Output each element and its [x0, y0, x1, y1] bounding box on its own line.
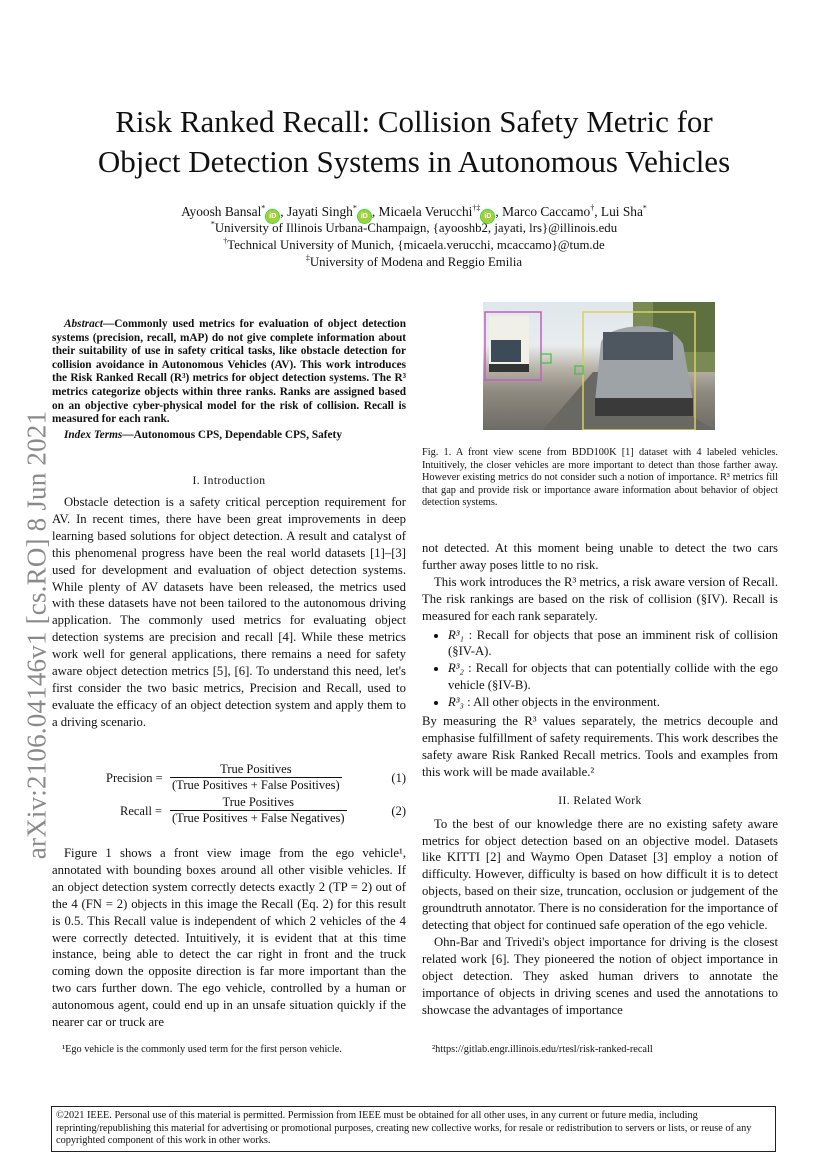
figure-road-scene	[483, 302, 715, 430]
author-name: Marco Caccamo	[502, 204, 591, 219]
author-list: Ayoosh Bansal*iD , Jayati Singh*iD , Micaela Verucchi†‡iD , Marco Caccamo†, Lui Sha*	[60, 203, 768, 223]
right-paragraph-2: This work introduces the R³ metrics, a risk aware version of Recall. The risk rankings are based on the risk of collision (§IV). Recall is measured for each rank separately.	[422, 574, 778, 623]
abstract-text: —Commonly used metrics for evaluation of object detection systems (precision, recall, mAP) do not give complete information about their suitability of use in safety critical tasks, like obstacle detection for collision avoidance in Autonomous Vehicles (AV). This work introduces the Risk Ranked Recall (R³) metrics for object detection systems. The R³ metrics categorize objects within three ranks. Ranks are assigned based on an objective cyber-physical model for the risk of collision. Recall is measured for each rank.	[52, 318, 406, 426]
section-heading-related-work: II. Related Work	[558, 793, 642, 807]
equation-recall: Recall = True Positives (True Positives + False Negatives) (2)	[120, 795, 406, 825]
intro-paragraph-1: Obstacle detection is a safety critical perception requirement for AV. In recent times, there have been great improvements in deep learning based solutions for object detection. A result and catalyst of this phenomenal progress have been the real world datasets [1]–[3] used for development and evaluation of object detection systems. While plenty of AV datasets have been released, the metrics used with these datasets have not been tailored to the autonomous driving application. The commonly used metrics for evaluating object detection systems are precision and recall [4]. While these metrics work well for general applications, there remains a need for safety aware object detection metrics [5], [6]. To understand this need, let's first consider the two basic metrics, Precision and Recall, used to evaluate the efficacy of an object detection system and apply them to a driving scenario.	[52, 495, 406, 729]
orcid-icon[interactable]: iD	[481, 210, 494, 223]
author-name: Lui Sha	[600, 204, 643, 219]
section-heading-introduction: I. Introduction	[192, 474, 266, 487]
list-item: • R³₃ : All other objects in the environment.	[448, 694, 778, 711]
right-paragraph-1: not detected. At this moment being unable to detect the two cars further away poses little to no risk.	[422, 541, 778, 572]
orcid-icon[interactable]: iD	[358, 210, 371, 223]
title-line-1: Risk Ranked Recall: Collision Safety Metric for	[115, 104, 713, 139]
list-item: • R³₁ : Recall for objects that pose an imminent risk of collision (§IV-A).	[448, 627, 778, 661]
author-name: Ayoosh Bansal	[181, 204, 262, 219]
paper-title	[40, 102, 788, 182]
abstract-label: Abstract	[64, 318, 103, 330]
list-item: • R³₂ : Recall for objects that can potentially collide with the ego vehicle (§IV-B).	[448, 660, 778, 694]
author-name: Jayati Singh	[287, 204, 353, 219]
risk-rank-list	[422, 627, 778, 712]
index-terms-text: —Autonomous CPS, Dependable CPS, Safety	[122, 428, 342, 441]
right-paragraph-3: By measuring the R³ values separately, the metrics decouple and emphasise fulfillment of safety requirements. This work describes the safety aware Risk Ranked Recall metrics. Tools and examples from this work will be made available.²	[422, 714, 778, 779]
abstract	[52, 318, 406, 442]
affiliation-2: †Technical University of Munich, {micaela.verucchi, mcaccamo}@tum.de	[223, 236, 605, 252]
equation-precision: Precision = True Positives (True Positives + False Positives) (1)	[106, 762, 406, 792]
author-name: Micaela Verucchi	[378, 204, 473, 219]
arxiv-stamp: arXiv:2106.04146v1 [cs.RO] 8 Jun 2021	[21, 410, 52, 860]
related-work-paragraph-1: To the best of our knowledge there are no existing safety aware metrics for object detection based on an objective model. Datasets like KITTI [2] and Waymo Open Dataset [3] employ a notion of difficulty. However, difficulty is based on how difficult it is to detect objects, based on their size, truncation, occlusion or judgement of the groundtruth annotator. There is no consideration for the importance of detecting that object for continued safe operation of the ego vehicle.	[422, 816, 778, 933]
road-scene-image	[483, 302, 715, 430]
title-line-2: Object Detection Systems in Autonomous Vehicles	[97, 144, 731, 179]
right-column	[422, 540, 778, 1018]
footnote-2: ²https://gitlab.engr.illinois.edu/rtesl/risk-ranked-recall	[432, 1044, 653, 1055]
affiliation-1: *University of Illinois Urbana-Champaign, {ayooshb2, jayati, lrs}@illinois.edu	[210, 219, 618, 235]
index-terms-label: Index Terms	[64, 428, 123, 441]
copyright-notice: ©2021 IEEE. Personal use of this material is permitted. Permission from IEEE must be obtained for all other uses, in any current or future media, including reprinting/republishing this material for advertising or promotional purposes, creating new collective works, for resale or redistribution to servers or lists, or reuse of any copyrighted component of this work in other works.	[51, 1106, 776, 1152]
footnote-1: ¹Ego vehicle is the commonly used term for the first person vehicle.	[62, 1044, 342, 1055]
figure-caption: Fig. 1. A front view scene from BDD100K [1] dataset with 4 labeled vehicles. Intuitively, the closer vehicles are more important to detect than those farther away. However existing metrics do not consider such a notion of importance. R³ metrics fill that gap and provide risk or importance aware information about behavior of object detection systems.	[422, 447, 778, 508]
affiliation-3: ‡University of Modena and Reggio Emilia	[305, 253, 523, 269]
related-work-paragraph-2: Ohn-Bar and Trivedi's object importance for driving is the closest related work [6]. They pioneered the notion of object importance in object detection. They asked human drivers to annotate the importance of objects in driving scenes and used the annotations to showcase the advantages of importance	[422, 934, 778, 1017]
orcid-icon[interactable]: iD	[266, 210, 279, 223]
intro-paragraph-2: Figure 1 shows a front view image from the ego vehicle¹, annotated with bounding boxes around all other visible vehicles. If an object detection system correctly detects exactly 2 (TP = 2) out of the 4 (FN = 2) objects in this image the Recall (Eq. 2) for this result is 0.5. This Recall value is independent of which 2 vehicles of the 4 were correctly detected. Intuitively, it is evident that at this time instance, being able to detect the car right in front and the truck coming down the opposite direction is far more important than the two cars further down. The ego vehicle, controlled by a human or autonomous agent, could end up in an unsafe situation quickly if the nearer car or truck are	[52, 846, 406, 1030]
